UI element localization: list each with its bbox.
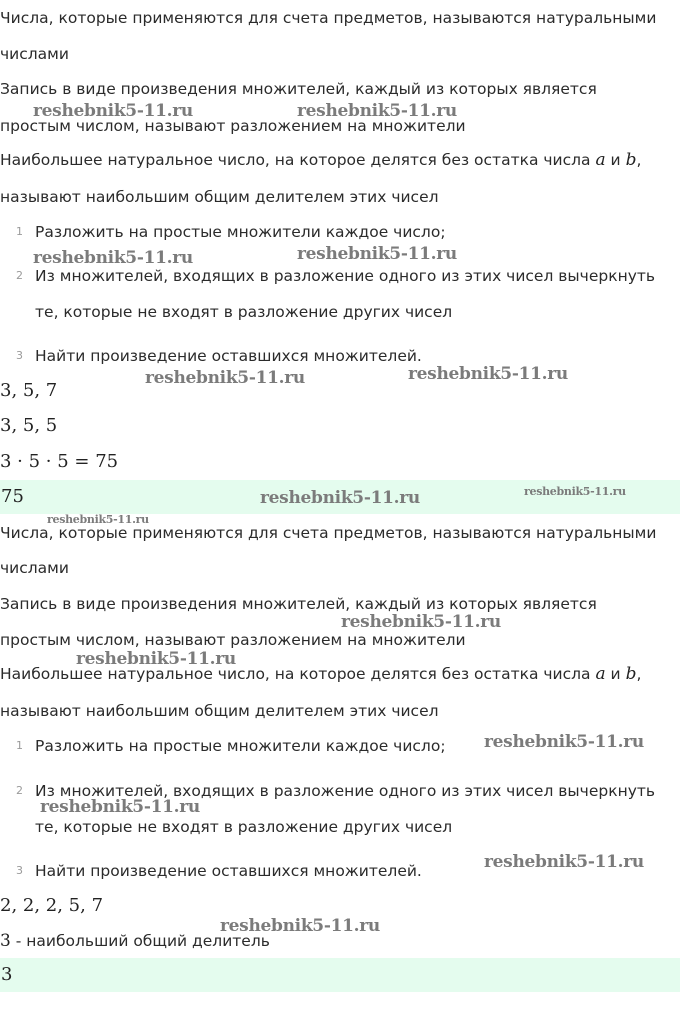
definition-factorization-line1: Запись в виде произведения множителей, каждый из которых является — [0, 80, 597, 98]
watermark: reshebnik5-11.ru — [297, 101, 457, 121]
variable-a: a — [595, 150, 606, 170]
watermark: reshebnik5-11.ru — [47, 513, 149, 526]
watermark: reshebnik5-11.ru — [33, 248, 193, 268]
step-number: 1 — [16, 739, 23, 752]
definition-factorization-line2: простым числом, называют разложением на множители — [0, 631, 466, 649]
definition-gcd-text: Наибольшее натуральное число, на которое делятся без остатка числа — [0, 665, 596, 683]
step-text: Разложить на простые множители каждое число; — [35, 223, 446, 241]
watermark: reshebnik5-11.ru — [220, 916, 380, 936]
step-number: 3 — [16, 864, 23, 877]
product-equation: 3 · 5 · 5 = 75 — [0, 451, 119, 472]
watermark: reshebnik5-11.ru — [76, 649, 236, 669]
step-text: Из множителей, входящих в разложение одного из этих чисел вычеркнуть — [35, 267, 656, 285]
definition-gcd-text: Наибольшее натуральное число, на которое делятся без остатка числа — [0, 151, 596, 169]
comma: , — [636, 151, 642, 169]
answer-box — [0, 958, 680, 992]
definition-factorization-line1: Запись в виде произведения множителей, каждый из которых является — [0, 595, 597, 613]
variable-b: b — [625, 150, 637, 170]
watermark: reshebnik5-11.ru — [145, 368, 305, 388]
step-number: 3 — [16, 349, 23, 362]
factors-list: 2, 2, 2, 5, 7 — [0, 895, 104, 916]
watermark: reshebnik5-11.ru — [297, 244, 457, 264]
definition-natural-line1: Числа, которые применяются для счета предметов, называются натуральными — [0, 9, 657, 27]
definition-natural-line2: числами — [0, 45, 69, 63]
watermark: reshebnik5-11.ru — [484, 732, 644, 752]
watermark: reshebnik5-11.ru — [484, 852, 644, 872]
comma: , — [636, 665, 642, 683]
watermark: reshebnik5-11.ru — [341, 612, 501, 632]
variable-a: a — [595, 664, 606, 684]
step-text: Найти произведение оставшихся множителей. — [35, 347, 422, 365]
step-text: те, которые не входят в разложение других чисел — [35, 818, 453, 836]
step-text: Разложить на простые множители каждое число; — [35, 737, 446, 755]
gcd-value: 3 — [0, 931, 11, 951]
definition-natural-line2: числами — [0, 559, 69, 577]
step-number: 2 — [16, 784, 23, 797]
definition-factorization-line2: простым числом, называют разложением на множители — [0, 117, 466, 135]
watermark: reshebnik5-11.ru — [260, 488, 420, 508]
variable-b: b — [625, 664, 637, 684]
watermark: reshebnik5-11.ru — [524, 485, 626, 498]
step-text: Из множителей, входящих в разложение одного из этих чисел вычеркнуть — [35, 782, 656, 800]
definition-gcd-line2: называют наибольшим общим делителем этих чисел — [0, 702, 439, 720]
step-text: те, которые не входят в разложение других чисел — [35, 303, 453, 321]
step-text: Найти произведение оставшихся множителей. — [35, 862, 422, 880]
step-number: 2 — [16, 269, 23, 282]
factors-a: 3, 5, 7 — [0, 380, 58, 401]
watermark: reshebnik5-11.ru — [33, 101, 193, 121]
answer-value: 3 — [1, 964, 13, 985]
definition-gcd-line2: называют наибольшим общим делителем этих чисел — [0, 188, 439, 206]
step-number: 1 — [16, 225, 23, 238]
watermark: reshebnik5-11.ru — [408, 364, 568, 384]
and-text: и — [605, 151, 626, 169]
factors-b: 3, 5, 5 — [0, 415, 58, 436]
and-text: и — [605, 665, 626, 683]
gcd-label: - наибольший общий делитель — [10, 932, 270, 950]
definition-gcd-line1 — [0, 150, 641, 170]
definition-natural-line1: Числа, которые применяются для счета предметов, называются натуральными — [0, 524, 657, 542]
answer-value: 75 — [1, 486, 24, 507]
watermark: reshebnik5-11.ru — [40, 797, 200, 817]
